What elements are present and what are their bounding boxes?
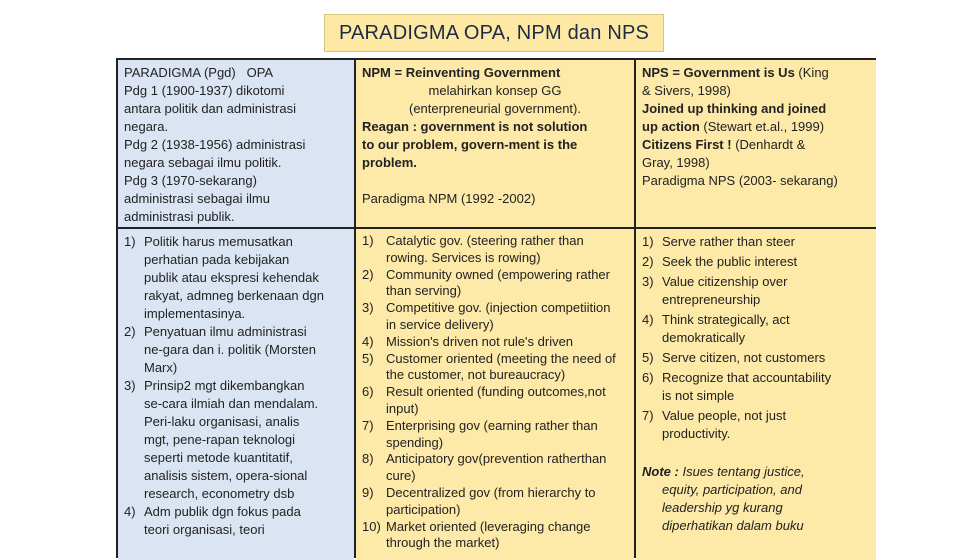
list-item-text: Penyatuan ilmu administrasi [144,324,307,339]
opa-line: negara. [124,119,169,134]
opa-points-cell [118,229,354,560]
list-item-text: implementasinya. [144,306,246,321]
list-item-number: 8) [362,451,374,467]
list-item [124,233,348,323]
list-item-text: Competitive gov. (injection competiition [386,300,611,316]
list-item [362,418,628,452]
list-item-text: demokratically [662,330,746,345]
list-item [362,451,628,485]
nps-line: Citizens First ! (Denhardt & [642,137,806,152]
nps-points-cell [636,229,876,560]
list-item-number: 2) [362,266,374,282]
list-item-text: teori organisasi, teori [144,522,265,537]
list-item-text: participation) [386,501,461,517]
list-item-text: Mission's driven not rule's driven [386,333,574,349]
opa-header-cell [118,60,354,227]
npm-header-cell [356,60,634,227]
opa-points-list [124,233,348,539]
nps-line: up action (Stewart et.al., 1999) [642,119,825,134]
list-item-text: Enterprising gov (earning rather than [386,417,598,433]
list-item-text: research, econometry dsb [144,486,295,501]
list-item-text: Decentralized gov (from hierarchy to [386,484,596,500]
list-item [642,233,870,251]
npm-bold-line: to our problem, govern-ment is the [362,137,578,152]
nps-period: Paradigma NPS (2003- sekarang) [642,173,838,188]
list-item [362,233,628,267]
nps-line: & Sivers, 1998) [642,83,731,98]
opa-line: Pdg 2 (1938-1956) administrasi [124,137,306,152]
list-item-number: 3) [642,274,654,289]
list-item-number: 4) [642,312,654,327]
list-item-number: 10) [362,518,381,534]
npm-line: melahirkan konsep GG [428,83,562,98]
list-item-text: mgt, pene-rapan teknologi [144,432,296,447]
list-item-text: Result oriented (funding outcomes,not [386,384,606,400]
list-item-text: in service delivery) [386,316,494,332]
list-item [362,351,628,385]
list-item-text: Community owned (empowering rather [386,266,610,282]
list-item-text: entrepreneurship [662,292,761,307]
list-item [362,384,628,418]
opa-line: antara politik dan administrasi [124,101,296,116]
paradigm-table [116,58,876,558]
list-item-number: 1) [124,234,136,249]
list-item-text: is not simple [662,388,735,403]
list-item [124,377,348,503]
list-item-number: 3) [124,378,136,393]
list-item-number: 7) [642,408,654,423]
list-item-text: Marx) [144,360,178,375]
opa-heading: PARADIGMA (Pgd) OPA [124,65,274,80]
list-item-text: Value citizenship over [662,274,788,289]
list-item-number: 7) [362,417,374,433]
opa-line: administrasi sebagai ilmu [124,191,270,206]
list-item-text: than serving) [386,283,462,299]
list-item-text: Market oriented (leveraging change [386,518,591,534]
list-item-text: Customer oriented (meeting the need of [386,350,616,366]
opa-line: administrasi publik. [124,209,235,224]
list-item-text: input) [386,400,419,416]
list-item-text: Seek the public interest [662,254,798,269]
list-item [642,369,870,405]
list-item-text: publik atau ekspresi kehendak [144,270,319,285]
page-title: PARADIGMA OPA, NPM dan NPS [324,14,664,52]
list-item [642,407,870,443]
list-item-text: Serve citizen, not customers [662,350,826,365]
nps-header-cell [636,60,876,227]
list-item-number: 6) [362,384,374,400]
nps-points-list [642,233,870,443]
list-item [362,300,628,334]
list-item-text: se-cara ilmiah dan mendalam. [144,396,319,411]
nps-line: NPS = Government is Us (King [642,65,829,80]
note-line: leadership yg kurang [662,500,783,515]
list-item [362,334,628,351]
list-item-number: 6) [642,370,654,385]
list-item-text: Politik harus memusatkan [144,234,293,249]
list-item-text: Adm publik dgn fokus pada [144,504,301,519]
nps-line: Gray, 1998) [642,155,710,170]
list-item-text: Peri-laku organisasi, analis [144,414,300,429]
list-item-number: 4) [362,333,374,349]
list-item [362,267,628,301]
list-item [642,311,870,347]
list-item-text: Catalytic gov. (steering rather than [386,233,584,248]
npm-bold-line: Reagan : government is not solution [362,119,588,134]
list-item-text: rakyat, admneg berkenaan dgn [144,288,324,303]
npm-period: Paradigma NPM (1992 -2002) [362,191,536,206]
npm-heading: NPM = Reinventing Government [362,65,561,80]
list-item-number: 1) [362,233,374,248]
list-item-number: 3) [362,300,374,316]
list-item-text: cure) [386,468,416,484]
npm-line: (enterpreneurial government). [409,101,581,116]
list-item [362,519,628,553]
list-item-number: 2) [642,254,654,269]
nps-line: Joined up thinking and joined [642,101,827,116]
note-block [642,463,870,535]
npm-points-cell [356,229,634,560]
list-item-number: 5) [642,350,654,365]
list-item-number: 4) [124,504,136,519]
list-item [642,349,870,367]
list-item-text: Recognize that accountability [662,370,832,385]
note-line: diperhatikan dalam buku [662,518,804,533]
list-item-text: Anticipatory gov(prevention ratherthan [386,451,607,467]
list-item-text: Prinsip2 mgt dikembangkan [144,378,305,393]
list-item-text: productivity. [662,426,731,441]
list-item-number: 9) [362,484,374,500]
npm-points-list [362,233,628,552]
npm-bold-line: problem. [362,155,417,170]
list-item-number: 1) [642,234,654,249]
list-item-number: 2) [124,324,136,339]
list-item [124,503,348,539]
list-item-text: rowing. Services is rowing) [386,249,541,265]
list-item [362,485,628,519]
list-item-text: perhatian pada kebijakan [144,252,290,267]
list-item [124,323,348,377]
list-item-text: Serve rather than steer [662,234,795,249]
list-item-text: spending) [386,434,444,450]
list-item [642,253,870,271]
list-item-text: through the market) [386,535,500,551]
note-line: Note : Isues tentang justice, [642,464,805,479]
list-item-text: ne-gara dan i. politik (Morsten [144,342,316,357]
opa-line: Pdg 3 (1970-sekarang) [124,173,257,188]
note-line: equity, participation, and [662,482,802,497]
list-item [642,273,870,309]
opa-line: Pdg 1 (1900-1937) dikotomi [124,83,285,98]
list-item-text: Think strategically, act [662,312,790,327]
list-item-text: seperti metode kuantitatif, [144,450,293,465]
list-item-text: the customer, not bureaucracy) [386,367,566,383]
list-item-number: 5) [362,350,374,366]
list-item-text: Value people, not just [662,408,787,423]
list-item-text: analisis sistem, opera-sional [144,468,308,483]
opa-line: negara sebagai ilmu politik. [124,155,282,170]
